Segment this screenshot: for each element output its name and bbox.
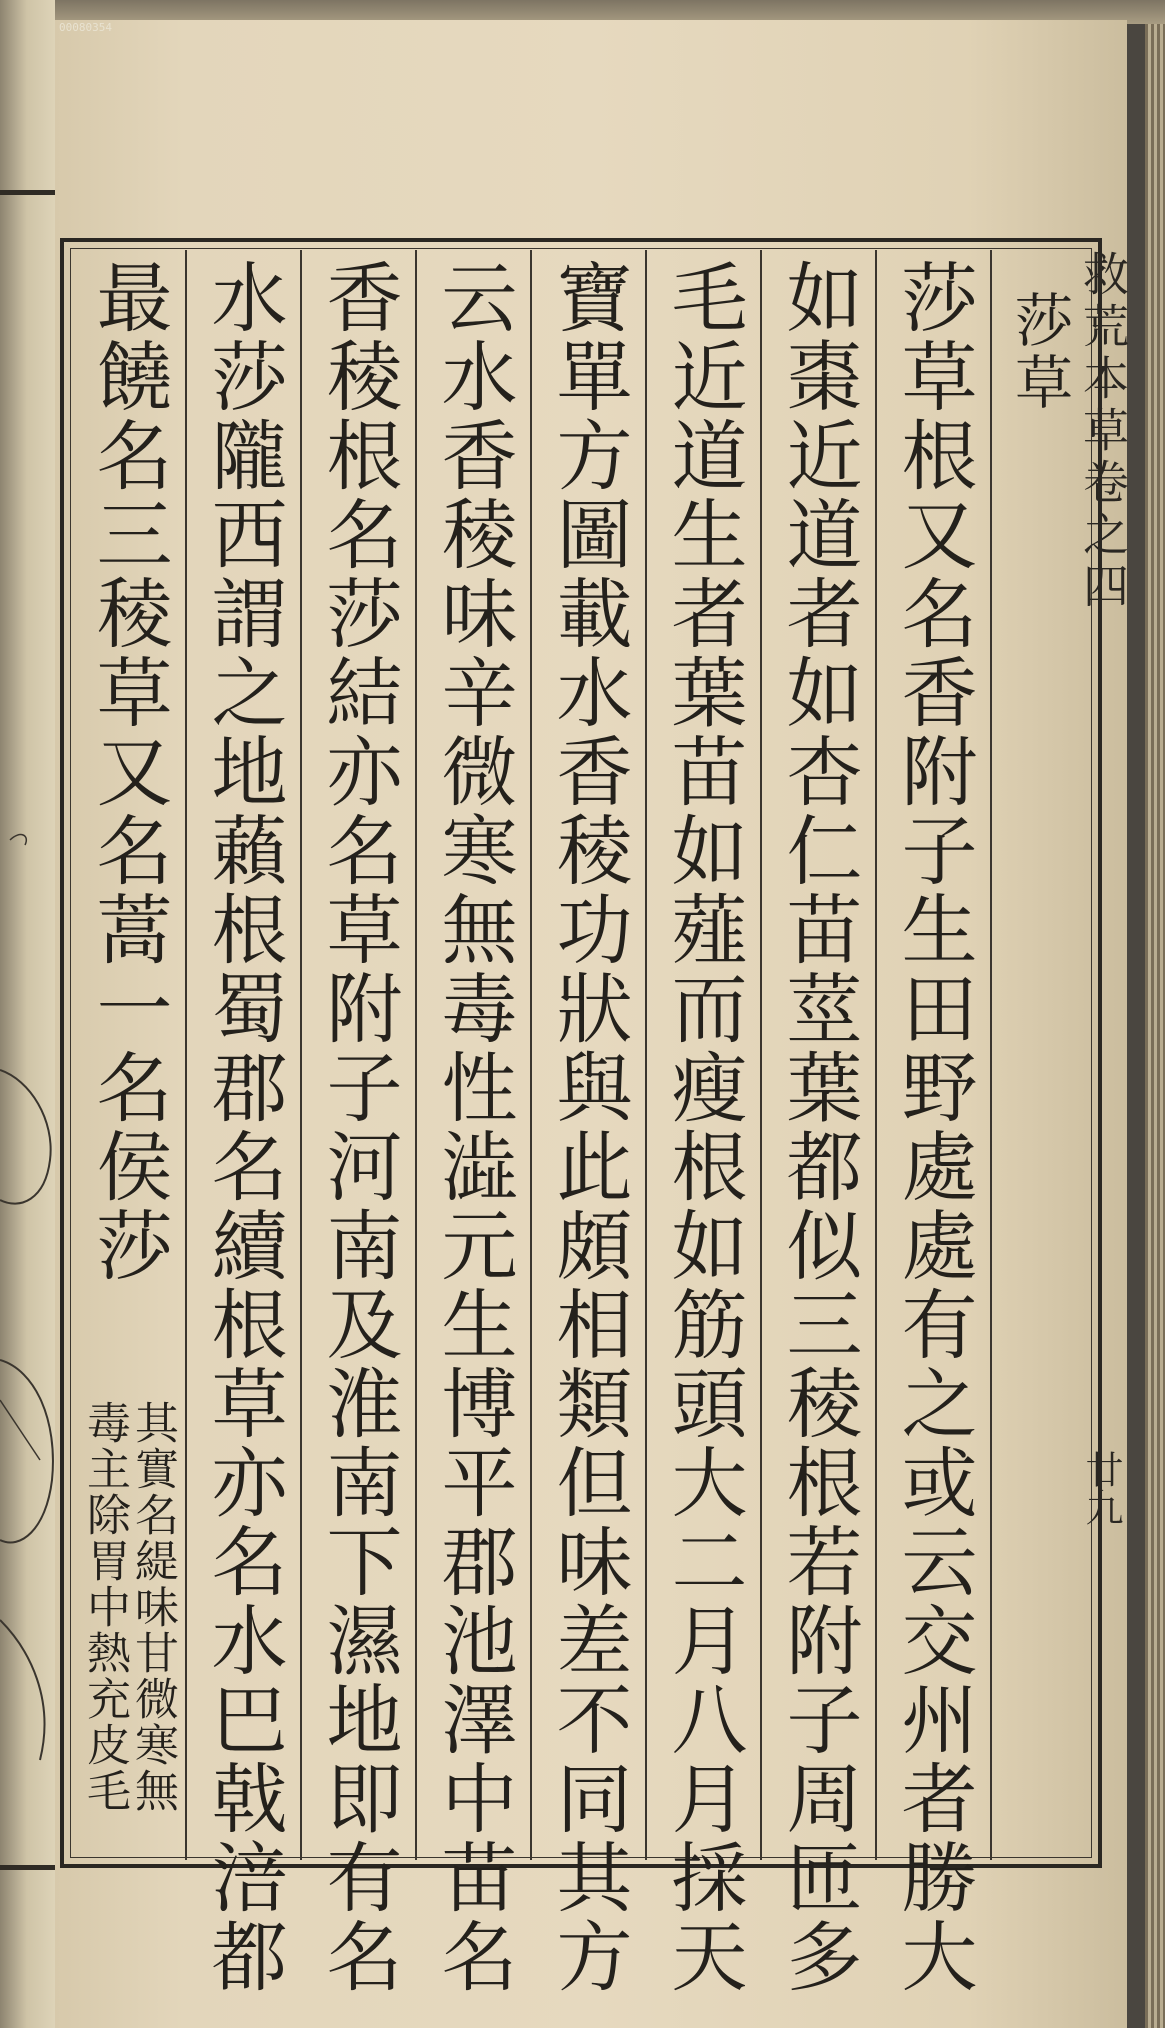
column-rule bbox=[760, 250, 762, 1860]
column-rule bbox=[415, 250, 417, 1860]
book-title: 救荒本草卷之四 bbox=[1076, 250, 1130, 614]
column-rule bbox=[645, 250, 647, 1860]
annotation-line-2: 毒主除胃中熱充皮毛 bbox=[79, 1400, 130, 1814]
column-rule bbox=[530, 250, 532, 1860]
text-column-1: 莎草根又名香附子生田野處處有之或云交州者勝大 bbox=[889, 258, 978, 1996]
text-column-2: 如棗近道者如杏仁苗莖葉都似三稜根若附子周匝多 bbox=[774, 258, 863, 1996]
annotation-line-1: 其實名緹味甘微寒無 bbox=[127, 1400, 178, 1814]
facing-page-rule bbox=[0, 190, 55, 195]
text-column-7: 水莎隴西謂之地藾根蜀郡名續根草亦名水巴戟涪都 bbox=[199, 258, 288, 1996]
text-column-8: 最饒名三稜草又名蒿一名侯莎 bbox=[84, 258, 173, 1285]
column-rule bbox=[300, 250, 302, 1860]
column-rule bbox=[875, 250, 877, 1860]
text-column-3: 毛近道生者葉苗如薤而瘦根如筋頭大二月八月採天 bbox=[659, 258, 748, 1996]
column-rule bbox=[185, 250, 187, 1860]
column-rule bbox=[990, 250, 992, 1860]
text-column-5: 云水香稜味辛微寒無毒性澁元生博平郡池澤中苗名 bbox=[429, 258, 518, 1996]
entry-title: 莎草 bbox=[1005, 290, 1073, 414]
book-spine-edge bbox=[1145, 0, 1165, 2028]
folio-number: 廿九 bbox=[1079, 1450, 1123, 1526]
facing-page-illustration bbox=[0, 600, 60, 1800]
scan-id: 00080354 bbox=[59, 21, 112, 34]
facing-page-rule bbox=[0, 1865, 60, 1870]
text-column-4: 寶單方圖載水香稜功狀與此頗相類但味差不同其方 bbox=[544, 258, 633, 1996]
text-column-6: 香稜根名莎結亦名草附子河南及淮南下濕地即有名 bbox=[314, 258, 403, 1996]
